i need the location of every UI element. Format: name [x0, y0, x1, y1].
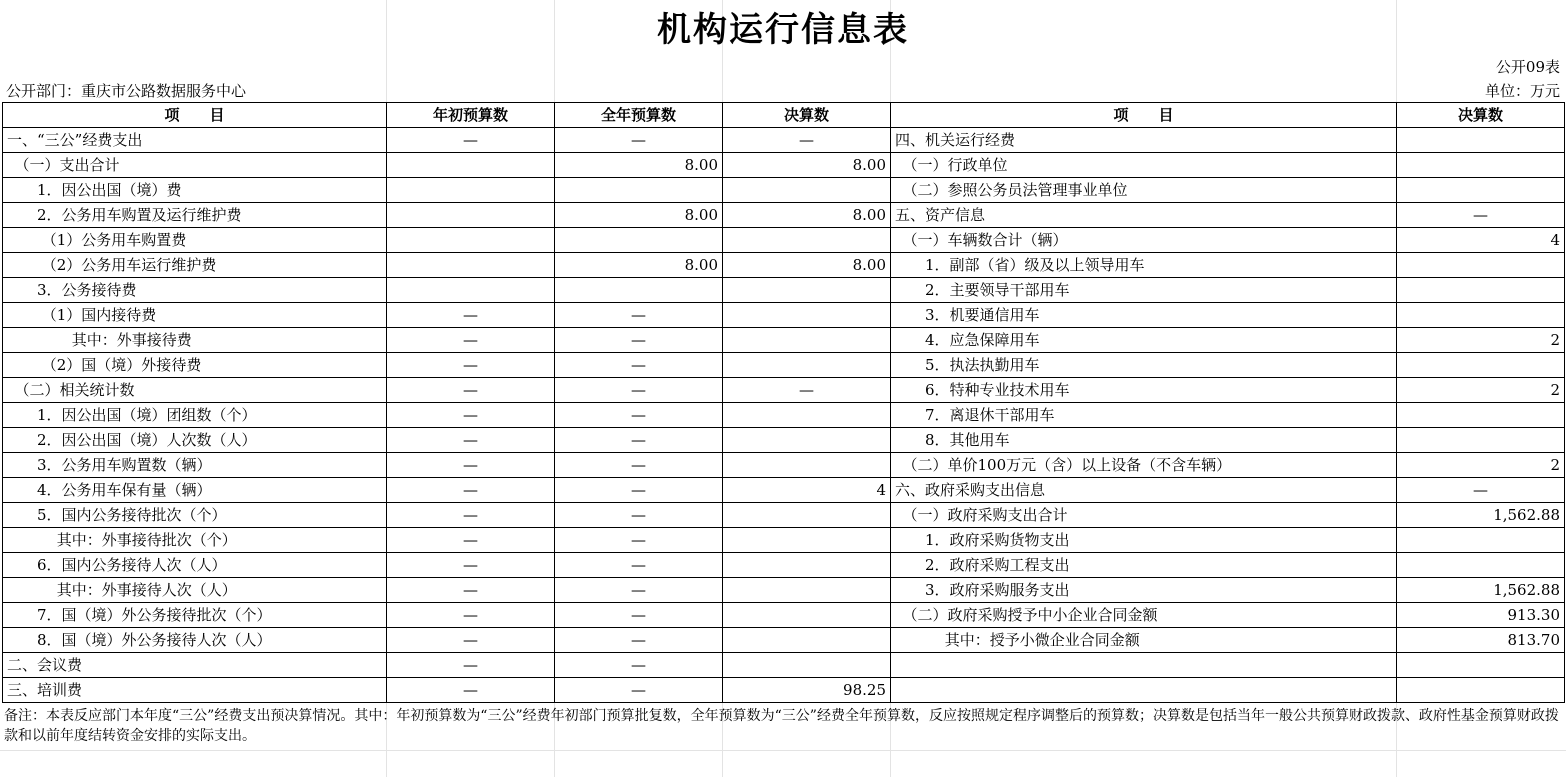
table-row — [3, 203, 1565, 228]
row-item-right: （一）行政单位 — [891, 153, 1397, 178]
table-row — [3, 153, 1565, 178]
row-item-left: （1）公务用车购置费 — [3, 228, 387, 253]
row-final-right — [1397, 653, 1565, 678]
row-final-right: 2 — [1397, 453, 1565, 478]
table-row — [3, 678, 1565, 703]
row-final-right — [1397, 153, 1565, 178]
row-budget-initial — [387, 178, 555, 203]
row-budget-initial: — — [387, 553, 555, 578]
row-final-right — [1397, 428, 1565, 453]
row-final-right — [1397, 253, 1565, 278]
row-item-right: 7．离退休干部用车 — [891, 403, 1397, 428]
table-row — [3, 328, 1565, 353]
row-budget-full: — — [555, 303, 723, 328]
table-row — [3, 553, 1565, 578]
table-row — [3, 278, 1565, 303]
table-row — [3, 603, 1565, 628]
table-row — [3, 353, 1565, 378]
row-budget-full: 8.00 — [555, 253, 723, 278]
table-row — [3, 503, 1565, 528]
table-row — [3, 653, 1565, 678]
row-budget-full: — — [555, 378, 723, 403]
row-item-left: 3．公务用车购置数（辆） — [3, 453, 387, 478]
row-item-left: 1．因公出国（境）团组数（个） — [3, 403, 387, 428]
page-title: 机构运行信息表 — [657, 10, 909, 50]
table-row — [3, 228, 1565, 253]
row-final-left — [723, 403, 891, 428]
row-item-left: 2．因公出国（境）人次数（人） — [3, 428, 387, 453]
row-final-left — [723, 328, 891, 353]
row-budget-initial: — — [387, 403, 555, 428]
header-item-right: 项 目 — [891, 103, 1397, 128]
row-final-left: 8.00 — [723, 253, 891, 278]
row-final-left — [723, 528, 891, 553]
row-budget-initial: — — [387, 478, 555, 503]
row-budget-initial: — — [387, 353, 555, 378]
row-item-right: 5．执法执勤用车 — [891, 353, 1397, 378]
row-budget-full: — — [555, 328, 723, 353]
row-final-left: — — [723, 378, 891, 403]
row-budget-full — [555, 228, 723, 253]
row-final-right — [1397, 553, 1565, 578]
row-final-left — [723, 653, 891, 678]
grid-row-line — [0, 750, 1566, 751]
row-item-left: （2）公务用车运行维护费 — [3, 253, 387, 278]
row-budget-full: — — [555, 478, 723, 503]
table-row — [3, 628, 1565, 653]
row-final-right — [1397, 678, 1565, 703]
row-final-left — [723, 353, 891, 378]
row-budget-full: 8.00 — [555, 203, 723, 228]
row-budget-initial: — — [387, 628, 555, 653]
row-item-right: （二）参照公务员法管理事业单位 — [891, 178, 1397, 203]
row-final-left — [723, 178, 891, 203]
row-budget-full: — — [555, 603, 723, 628]
table-row — [3, 378, 1565, 403]
row-budget-full: — — [555, 553, 723, 578]
row-final-right: 2 — [1397, 328, 1565, 353]
row-budget-full: — — [555, 503, 723, 528]
row-budget-full — [555, 278, 723, 303]
table-row — [3, 178, 1565, 203]
row-final-left — [723, 303, 891, 328]
footnote: 备注：本表反应部门本年度“三公”经费支出预决算情况。其中：年初预算数为“三公”经费年初部门预算批复数，全年预算数为“三公”经费全年预算数，反应按照规定程序调整后的预算数；决算数是包括当年一般公共预算财政拨款、政府性基金预算财政拨款和以前年度结转资金安排的实际支出。 — [4, 708, 1559, 744]
row-item-right: 四、机关运行经费 — [891, 128, 1397, 153]
row-budget-initial: — — [387, 453, 555, 478]
row-budget-initial — [387, 278, 555, 303]
row-final-right — [1397, 353, 1565, 378]
row-item-right: （二）单价100万元（含）以上设备（不含车辆） — [891, 453, 1397, 478]
row-budget-initial: — — [387, 603, 555, 628]
row-item-right: 1．政府采购货物支出 — [891, 528, 1397, 553]
row-budget-initial: — — [387, 528, 555, 553]
row-budget-initial: — — [387, 503, 555, 528]
row-final-right — [1397, 403, 1565, 428]
row-final-right: 1,562.88 — [1397, 578, 1565, 603]
department-label: 公开部门：重庆市公路数据服务中心 — [6, 82, 247, 100]
row-budget-initial — [387, 253, 555, 278]
row-final-left — [723, 553, 891, 578]
row-final-left — [723, 428, 891, 453]
row-final-right — [1397, 128, 1565, 153]
row-final-right: 4 — [1397, 228, 1565, 253]
row-budget-full: — — [555, 353, 723, 378]
row-budget-initial: — — [387, 378, 555, 403]
row-item-right: （一）车辆数合计（辆） — [891, 228, 1397, 253]
header-item-left: 项 目 — [3, 103, 387, 128]
row-final-left — [723, 278, 891, 303]
row-item-left: 5．国内公务接待批次（个） — [3, 503, 387, 528]
row-final-left: 8.00 — [723, 203, 891, 228]
row-budget-initial — [387, 153, 555, 178]
header-budget-initial: 年初预算数 — [387, 103, 555, 128]
row-final-right: 913.30 — [1397, 603, 1565, 628]
row-item-right: 六、政府采购支出信息 — [891, 478, 1397, 503]
row-item-right: 6．特种专业技术用车 — [891, 378, 1397, 403]
row-budget-initial — [387, 228, 555, 253]
table-row — [3, 478, 1565, 503]
row-item-left: 一、“三公”经费支出 — [3, 128, 387, 153]
row-final-right — [1397, 278, 1565, 303]
row-budget-full: — — [555, 678, 723, 703]
row-item-right: 其中：授予小微企业合同金额 — [891, 628, 1397, 653]
row-item-left: 2．公务用车购置及运行维护费 — [3, 203, 387, 228]
row-final-right: 2 — [1397, 378, 1565, 403]
row-final-left: 8.00 — [723, 153, 891, 178]
row-budget-full — [555, 178, 723, 203]
row-budget-initial: — — [387, 303, 555, 328]
row-item-left: 4．公务用车保有量（辆） — [3, 478, 387, 503]
row-final-left: 4 — [723, 478, 891, 503]
table-row — [3, 128, 1565, 153]
table-row — [3, 403, 1565, 428]
row-item-right: （二）政府采购授予中小企业合同金额 — [891, 603, 1397, 628]
row-item-right: 3．机要通信用车 — [891, 303, 1397, 328]
row-item-right — [891, 653, 1397, 678]
row-item-left: （一）支出合计 — [3, 153, 387, 178]
row-final-left: 98.25 — [723, 678, 891, 703]
row-final-right: 1,562.88 — [1397, 503, 1565, 528]
header-final-right: 决算数 — [1397, 103, 1565, 128]
row-budget-initial — [387, 203, 555, 228]
row-item-right: 1．副部（省）级及以上领导用车 — [891, 253, 1397, 278]
row-item-left: （二）相关统计数 — [3, 378, 387, 403]
row-item-left: 7．国（境）外公务接待批次（个） — [3, 603, 387, 628]
row-item-right: 4．应急保障用车 — [891, 328, 1397, 353]
row-budget-full: — — [555, 128, 723, 153]
table-row — [3, 578, 1565, 603]
row-budget-full: — — [555, 528, 723, 553]
row-final-right: — — [1397, 203, 1565, 228]
row-item-left: 3．公务接待费 — [3, 278, 387, 303]
row-budget-full: — — [555, 578, 723, 603]
row-final-left — [723, 503, 891, 528]
row-item-right — [891, 678, 1397, 703]
row-item-left: 二、会议费 — [3, 653, 387, 678]
row-budget-initial: — — [387, 328, 555, 353]
row-budget-full: — — [555, 628, 723, 653]
row-item-left: （1）国内接待费 — [3, 303, 387, 328]
row-item-left: 其中：外事接待费 — [3, 328, 387, 353]
row-final-left — [723, 228, 891, 253]
table-row — [3, 303, 1565, 328]
row-budget-full: — — [555, 403, 723, 428]
header-final-left: 决算数 — [723, 103, 891, 128]
row-final-right — [1397, 303, 1565, 328]
row-item-right: 2．政府采购工程支出 — [891, 553, 1397, 578]
table-number: 公开09表 — [1495, 58, 1560, 76]
row-item-right: 2．主要领导干部用车 — [891, 278, 1397, 303]
row-final-right: 813.70 — [1397, 628, 1565, 653]
row-final-left — [723, 578, 891, 603]
row-budget-full: 8.00 — [555, 153, 723, 178]
row-item-right: 8．其他用车 — [891, 428, 1397, 453]
header-budget-full: 全年预算数 — [555, 103, 723, 128]
row-final-right — [1397, 178, 1565, 203]
table-header-row — [3, 103, 1565, 128]
row-budget-initial: — — [387, 578, 555, 603]
row-item-right: （一）政府采购支出合计 — [891, 503, 1397, 528]
row-budget-initial: — — [387, 428, 555, 453]
table-row — [3, 453, 1565, 478]
table-row — [3, 528, 1565, 553]
info-table — [2, 102, 1565, 703]
row-budget-full: — — [555, 428, 723, 453]
row-budget-initial: — — [387, 128, 555, 153]
row-item-left: （2）国（境）外接待费 — [3, 353, 387, 378]
row-budget-initial: — — [387, 678, 555, 703]
row-item-right: 五、资产信息 — [891, 203, 1397, 228]
row-final-left — [723, 628, 891, 653]
row-final-left — [723, 453, 891, 478]
row-final-right — [1397, 528, 1565, 553]
row-item-left: 其中：外事接待人次（人） — [3, 578, 387, 603]
row-item-left: 8．国（境）外公务接待人次（人） — [3, 628, 387, 653]
row-item-right: 3．政府采购服务支出 — [891, 578, 1397, 603]
unit-label: 单位：万元 — [1484, 82, 1560, 100]
row-budget-full: — — [555, 653, 723, 678]
row-final-right: — — [1397, 478, 1565, 503]
table-row — [3, 253, 1565, 278]
row-final-left — [723, 603, 891, 628]
row-item-left: 三、培训费 — [3, 678, 387, 703]
row-final-left: — — [723, 128, 891, 153]
row-item-left: 6．国内公务接待人次（人） — [3, 553, 387, 578]
table-row — [3, 428, 1565, 453]
row-item-left: 其中：外事接待批次（个） — [3, 528, 387, 553]
row-budget-initial: — — [387, 653, 555, 678]
row-item-left: 1．因公出国（境）费 — [3, 178, 387, 203]
row-budget-full: — — [555, 453, 723, 478]
